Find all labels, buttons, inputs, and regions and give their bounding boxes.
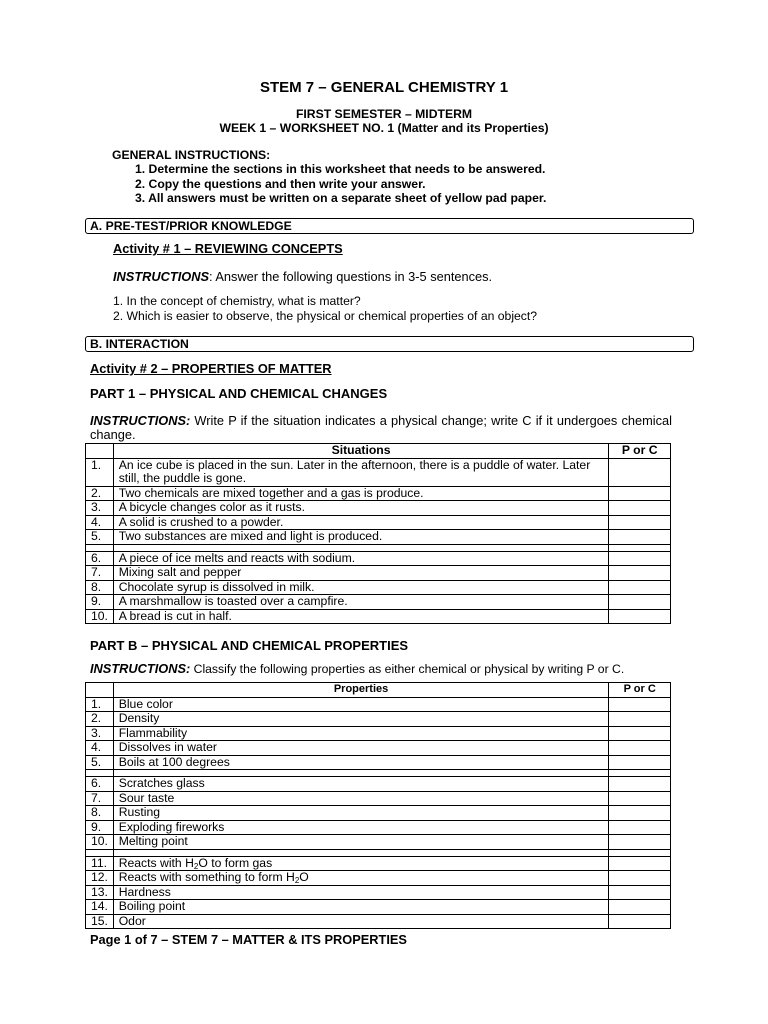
row-number: 3. (86, 501, 114, 516)
row-text: A solid is crushed to a powder. (113, 515, 609, 530)
part-1-title: PART 1 – PHYSICAL AND CHEMICAL CHANGES (90, 386, 388, 401)
table-row (86, 741, 671, 756)
instructions-text: Write P if the situation indicates a physical change; write C if it undergoes chemical change. (90, 413, 672, 442)
table-row (86, 458, 671, 486)
table-header-row (86, 683, 671, 698)
table-row (86, 791, 671, 806)
answer-cell[interactable] (609, 566, 671, 581)
answer-cell[interactable] (609, 755, 671, 770)
page-title: STEM 7 – GENERAL CHEMISTRY 1 (259, 79, 509, 96)
changes-table (85, 443, 671, 624)
section-a-heading: A. PRE-TEST/PRIOR KNOWLEDGE (85, 218, 694, 234)
row-text: Melting point (113, 835, 609, 850)
answer-cell[interactable] (609, 458, 671, 486)
table-row (86, 885, 671, 900)
table-row (86, 835, 671, 850)
row-text: Sour taste (113, 791, 609, 806)
table-header-num (86, 683, 114, 698)
footer-page-number: 1 (124, 932, 132, 947)
row-number: 4. (86, 741, 114, 756)
row-text: A bicycle changes color as it rusts. (113, 501, 609, 516)
footer-page-total: 7 (150, 932, 158, 947)
question-list (113, 294, 537, 323)
row-number: 9. (86, 820, 114, 835)
answer-cell[interactable] (609, 777, 671, 792)
table-row (86, 580, 671, 595)
row-number: 10. (86, 609, 114, 624)
part-b-title: PART B – PHYSICAL AND CHEMICAL PROPERTIES (90, 638, 409, 653)
table-header-p-or-c: P or C (609, 683, 671, 698)
row-number: 14. (86, 900, 114, 915)
table-row (86, 820, 671, 835)
table-header-properties: Properties (113, 683, 609, 698)
table-row (86, 486, 671, 501)
answer-cell[interactable] (609, 856, 671, 871)
row-text-part: Reacts with H (118, 855, 194, 870)
table-row (86, 515, 671, 530)
instructions-text: : Answer the following questions in 3-5 sentences. (208, 269, 493, 284)
row-number: 3. (86, 726, 114, 741)
row-text-part: O (299, 870, 309, 884)
footer-of-word: of (131, 932, 151, 947)
row-number: 2. (86, 486, 114, 501)
row-number: 1. (86, 697, 114, 712)
row-number: 4. (86, 515, 114, 530)
part-b-instructions (90, 661, 624, 676)
answer-cell[interactable] (609, 595, 671, 610)
answer-cell[interactable] (609, 609, 671, 624)
table-row (86, 856, 671, 871)
row-text: Mixing salt and pepper (113, 566, 609, 581)
answer-cell[interactable] (609, 501, 671, 516)
table-row (86, 726, 671, 741)
row-text: Two chemicals are mixed together and a gas is produce. (113, 486, 609, 501)
row-number: 9. (86, 595, 114, 610)
row-text (113, 871, 609, 886)
general-instructions-heading: GENERAL INSTRUCTIONS: (112, 148, 271, 162)
row-text: Dissolves in water (113, 741, 609, 756)
instructions-label: INSTRUCTIONS (113, 269, 209, 284)
row-text-subscript: 2 (294, 876, 300, 885)
row-text: Density (113, 712, 609, 727)
activity-1-instructions (113, 269, 492, 284)
table-row (86, 712, 671, 727)
table-row (86, 609, 671, 624)
answer-cell[interactable] (609, 530, 671, 545)
table-spacer-row (86, 544, 671, 551)
general-instruction-item: 3. All answers must be written on a separate sheet of yellow pad paper. (135, 191, 547, 205)
row-text-part: Reacts with something to form H (118, 870, 295, 884)
row-number: 2. (86, 712, 114, 727)
table-row (86, 806, 671, 821)
answer-cell[interactable] (609, 515, 671, 530)
answer-cell[interactable] (609, 551, 671, 566)
row-number: 6. (86, 777, 114, 792)
row-text: A piece of ice melts and reacts with sodium. (113, 551, 609, 566)
row-number: 8. (86, 580, 114, 595)
footer-page-word: Page (90, 932, 125, 947)
page-footer (90, 932, 407, 947)
changes-table-body (86, 458, 671, 624)
row-text: Boiling point (113, 900, 609, 915)
row-text: Rusting (113, 806, 609, 821)
table-row (86, 697, 671, 712)
row-text: A bread is cut in half. (113, 609, 609, 624)
activity-1-title: Activity # 1 – REVIEWING CONCEPTS (113, 241, 343, 256)
row-number: 5. (86, 530, 114, 545)
table-header-p-or-c: P or C (609, 444, 671, 459)
table-row (86, 530, 671, 545)
answer-cell[interactable] (609, 885, 671, 900)
row-number: 6. (86, 551, 114, 566)
properties-table (85, 682, 671, 929)
answer-cell[interactable] (609, 791, 671, 806)
answer-cell[interactable] (609, 712, 671, 727)
table-row (86, 900, 671, 915)
instructions-label: INSTRUCTIONS: (90, 413, 191, 428)
table-row (86, 501, 671, 516)
row-text (113, 856, 609, 871)
row-number: 12. (86, 871, 114, 886)
row-text-part: O to form gas (198, 855, 273, 870)
row-text: Flammability (113, 726, 609, 741)
activity-2-title: Activity # 2 – PROPERTIES OF MATTER (90, 361, 332, 376)
row-number: 7. (86, 566, 114, 581)
answer-cell[interactable] (609, 697, 671, 712)
table-header-num (86, 444, 114, 459)
general-instruction-item: 2. Copy the questions and then write your answer. (135, 176, 426, 191)
row-number: 1. (86, 458, 114, 486)
row-text: Two substances are mixed and light is produced. (113, 530, 609, 545)
spacer-cell (86, 544, 114, 551)
row-number: 5. (86, 755, 114, 770)
table-row (86, 551, 671, 566)
spacer-cell (609, 849, 671, 856)
row-text: Blue color (113, 697, 609, 712)
answer-cell[interactable] (609, 871, 671, 886)
section-b-heading: B. INTERACTION (85, 336, 694, 352)
table-header-situations: Situations (113, 444, 609, 459)
instructions-label: INSTRUCTIONS: (90, 661, 191, 676)
row-number: 8. (86, 806, 114, 821)
row-text: An ice cube is placed in the sun. Later in the afternoon, there is a puddle of water. Later still, the puddle is gone. (113, 458, 609, 486)
spacer-cell (86, 849, 114, 856)
answer-cell[interactable] (609, 900, 671, 915)
answer-cell[interactable] (609, 580, 671, 595)
table-row (86, 777, 671, 792)
table-row (86, 914, 671, 929)
table-row (86, 595, 671, 610)
row-text: Odor (113, 914, 609, 929)
row-text-subscript: 2 (193, 861, 199, 871)
row-number: 13. (86, 885, 114, 900)
answer-cell[interactable] (609, 741, 671, 756)
semester-subtitle: FIRST SEMESTER – MIDTERM (295, 107, 473, 121)
answer-cell[interactable] (609, 835, 671, 850)
table-row (86, 566, 671, 581)
spacer-cell (609, 544, 671, 551)
answer-cell[interactable] (609, 726, 671, 741)
answer-cell[interactable] (609, 914, 671, 929)
table-header-row (86, 444, 671, 459)
spacer-cell (609, 770, 671, 777)
row-number: 11. (86, 856, 114, 871)
answer-cell[interactable] (609, 486, 671, 501)
worksheet-subtitle: WEEK 1 – WORKSHEET NO. 1 (Matter and its Properties) (219, 121, 549, 135)
row-text: Exploding fireworks (113, 820, 609, 835)
row-text: Scratches glass (113, 777, 609, 792)
table-row (86, 755, 671, 770)
row-text: Hardness (113, 885, 609, 900)
row-number: 10. (86, 835, 114, 850)
question-item: 1. In the concept of chemistry, what is matter? (113, 294, 361, 308)
general-instruction-item: 1. Determine the sections in this worksheet that needs to be answered. (135, 162, 546, 176)
part-1-instructions (90, 414, 672, 442)
instructions-text: Classify the following properties as either chemical or physical by writing P or C. (190, 662, 625, 676)
footer-suffix: – STEM 7 – MATTER & ITS PROPERTIES (157, 932, 407, 947)
general-instructions-list (135, 162, 546, 206)
answer-cell[interactable] (609, 820, 671, 835)
row-text: Chocolate syrup is dissolved in milk. (113, 580, 609, 595)
row-text: Boils at 100 degrees (113, 755, 609, 770)
properties-table-body (86, 697, 671, 929)
table-row (86, 871, 671, 886)
question-item: 2. Which is easier to observe, the physical or chemical properties of an object? (113, 308, 538, 323)
answer-cell[interactable] (609, 806, 671, 821)
row-text: A marshmallow is toasted over a campfire. (113, 595, 609, 610)
row-number: 15. (86, 914, 114, 929)
row-number: 7. (86, 791, 114, 806)
spacer-cell (113, 544, 609, 551)
